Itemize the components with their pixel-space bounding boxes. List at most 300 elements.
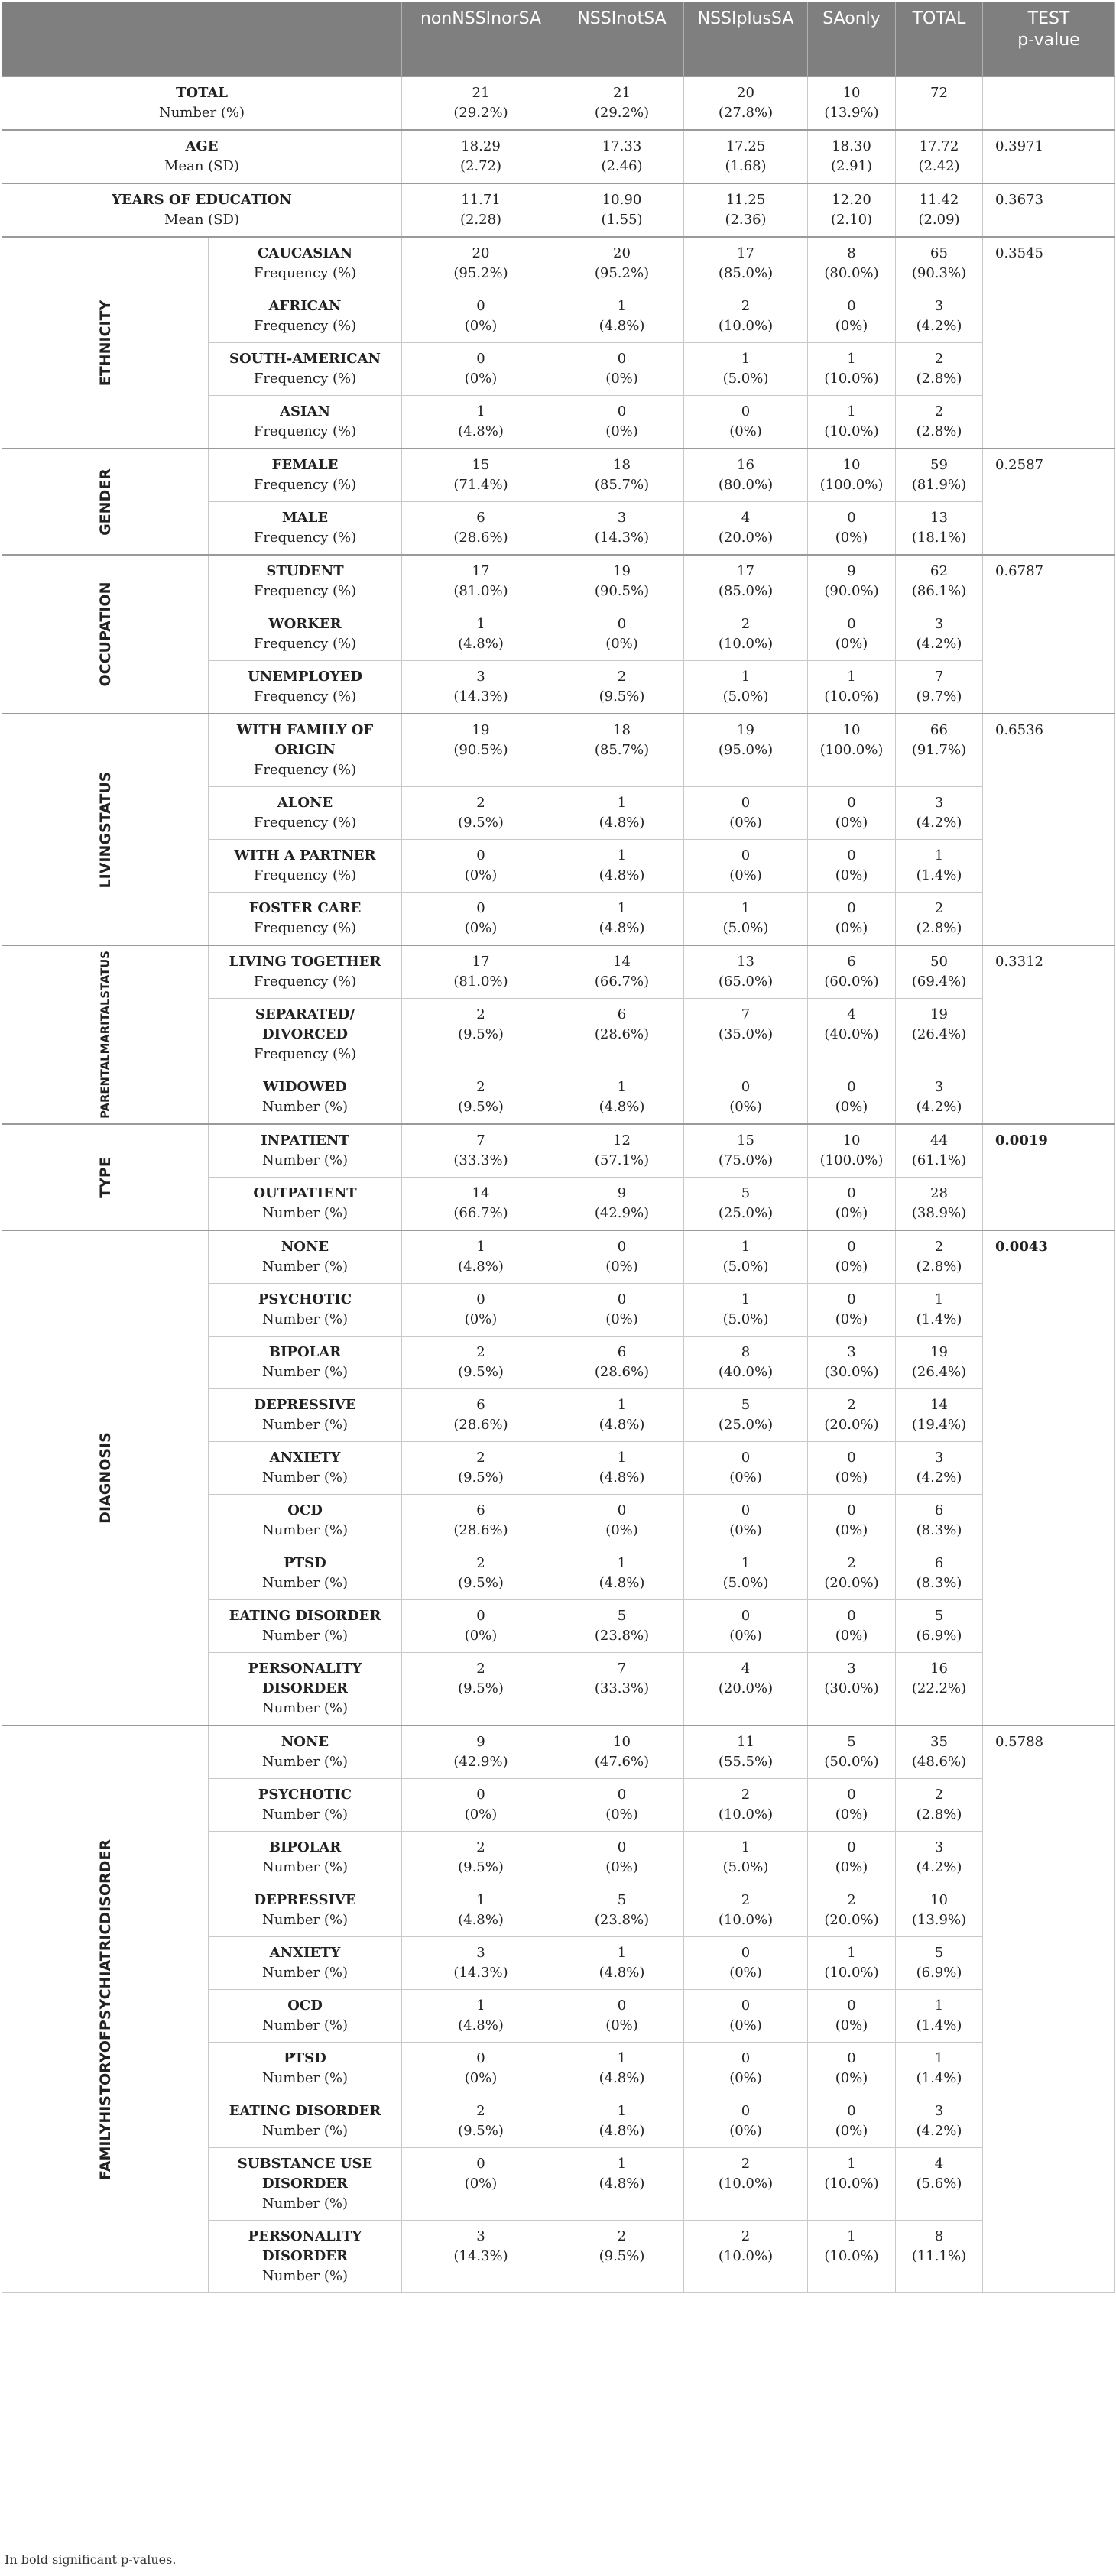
cell-value: 9	[847, 563, 856, 579]
cell-value: 59	[930, 457, 948, 473]
cell-percent: (0%)	[464, 2070, 498, 2086]
cell-percent: (4.8%)	[458, 2017, 504, 2033]
value-cell	[808, 1937, 896, 1990]
cell-percent: (86.1%)	[911, 583, 967, 599]
value-cell	[560, 76, 684, 130]
value-cell	[402, 1884, 560, 1937]
cell-value: 0	[476, 2050, 485, 2066]
value-cell	[560, 1124, 684, 1178]
cell-percent: (2.28)	[459, 212, 502, 228]
row-label-cell	[209, 1937, 402, 1990]
value-cell	[808, 130, 896, 183]
header-blank	[2, 2, 402, 77]
value-cell	[402, 1178, 560, 1231]
value-cell	[896, 237, 983, 290]
cell-value: 1	[476, 403, 485, 420]
cell-percent: (4.2%)	[916, 318, 962, 334]
row-stat-label: Number (%)	[261, 2070, 349, 2086]
row-label: ALONE	[277, 795, 333, 811]
value-cell	[896, 1600, 983, 1653]
cell-percent: (0%)	[605, 1859, 638, 1875]
cell-percent: (9.5%)	[599, 2248, 645, 2264]
cell-percent: (71.4%)	[453, 477, 508, 493]
cell-value: 3	[934, 1839, 944, 1855]
row-stat-label: Frequency (%)	[253, 583, 357, 599]
cell-percent: (81.0%)	[453, 583, 508, 599]
cell-value: 1	[476, 1998, 485, 2014]
cell-percent: (9.5%)	[458, 1680, 504, 1696]
cell-percent: (0%)	[464, 318, 498, 334]
cell-percent: (0%)	[464, 920, 498, 936]
row-label-cell	[209, 1653, 402, 1726]
row-label: DEPRESSIVE	[254, 1397, 356, 1413]
cell-percent: (2.46)	[601, 158, 643, 174]
cell-percent: (0%)	[605, 2017, 638, 2033]
cell-value: 1	[617, 1945, 627, 1961]
cell-percent: (20.0%)	[718, 1680, 774, 1696]
cell-percent: (0%)	[835, 815, 868, 831]
group-label: DIAGNOSIS	[96, 1432, 114, 1524]
cell-value: 1	[934, 2050, 944, 2066]
group-label: GENDER	[96, 468, 114, 536]
value-cell	[402, 893, 560, 946]
cell-value: 0	[617, 1787, 627, 1803]
row-label-cell	[209, 1230, 402, 1284]
value-cell	[808, 1884, 896, 1937]
value-cell	[808, 999, 896, 1071]
value-cell	[896, 555, 983, 608]
value-cell	[560, 893, 684, 946]
value-cell	[896, 1124, 983, 1178]
cell-percent: (0%)	[729, 867, 762, 883]
cell-value: 1	[934, 1291, 944, 1307]
cell-value: 13	[930, 510, 948, 526]
cell-percent: (50.0%)	[824, 1754, 879, 1770]
row-label: TOTAL	[175, 85, 229, 101]
cell-percent: (75.0%)	[718, 1152, 774, 1168]
table-header	[2, 2, 1115, 77]
value-cell	[560, 1832, 684, 1884]
cell-percent: (9.5%)	[458, 1469, 504, 1486]
value-cell	[402, 2148, 560, 2221]
cell-value: 15	[737, 1132, 754, 1149]
pvalue-cell: 0.3312	[983, 945, 1115, 1124]
cell-value: 0	[847, 1239, 856, 1255]
value-cell	[560, 1600, 684, 1653]
cell-percent: (1.68)	[725, 158, 767, 174]
value-cell	[684, 130, 808, 183]
row-stat-label: Number (%)	[261, 1575, 349, 1591]
cell-value: 0	[847, 1079, 856, 1095]
cell-percent: (2.36)	[725, 212, 767, 228]
cell-percent: (90.5%)	[453, 742, 508, 758]
value-cell	[402, 608, 560, 661]
cell-percent: (1.4%)	[916, 2017, 962, 2033]
cell-percent: (90.0%)	[824, 583, 879, 599]
value-cell	[560, 1937, 684, 1990]
cell-percent: (95.0%)	[718, 742, 774, 758]
value-cell	[896, 183, 983, 237]
value-cell	[808, 1071, 896, 1125]
cell-value: 0	[847, 1291, 856, 1307]
cell-percent: (0%)	[729, 2123, 762, 2139]
value-cell	[402, 1990, 560, 2043]
cell-percent: (5.0%)	[722, 371, 769, 387]
cell-percent: (61.1%)	[911, 1152, 967, 1168]
cell-value: 0	[617, 1502, 627, 1518]
cell-percent: (1.4%)	[916, 867, 962, 883]
cell-value: 0	[476, 1608, 485, 1624]
cell-percent: (0%)	[835, 1806, 868, 1823]
value-cell	[896, 2148, 983, 2221]
cell-percent: (42.9%)	[453, 1754, 508, 1770]
cell-percent: (2.8%)	[916, 920, 962, 936]
header-saonly: SAonly	[808, 2, 896, 77]
row-stat-label: Number (%)	[261, 1311, 349, 1327]
row-stat-label: Frequency (%)	[253, 477, 357, 493]
pvalue-cell: 0.3971	[983, 130, 1115, 183]
cell-percent: (0%)	[605, 636, 638, 652]
cell-value: 16	[930, 1661, 948, 1677]
cell-value: 17	[737, 245, 754, 261]
cell-value: 2	[476, 2103, 485, 2119]
value-cell	[808, 1389, 896, 1442]
value-cell	[402, 502, 560, 556]
value-cell	[560, 237, 684, 290]
row-label-cell	[209, 1832, 402, 1884]
cell-percent: (0%)	[835, 1311, 868, 1327]
value-cell	[560, 787, 684, 840]
cell-value: 11	[737, 1734, 754, 1750]
cell-percent: (0%)	[835, 318, 868, 334]
pvalue-cell: 0.0043	[983, 1230, 1115, 1725]
cell-value: 16	[737, 457, 754, 473]
value-cell	[808, 1442, 896, 1495]
cell-value: 10	[930, 1892, 948, 1908]
cell-percent: (2.72)	[459, 158, 502, 174]
value-cell	[560, 2095, 684, 2148]
value-cell	[684, 945, 808, 999]
row-label-cell	[209, 2043, 402, 2095]
row-label: NONE	[281, 1734, 329, 1750]
value-cell	[684, 2043, 808, 2095]
cell-percent: (0%)	[729, 1522, 762, 1538]
cell-value: 10	[842, 457, 861, 473]
cell-percent: (0%)	[835, 867, 868, 883]
cell-percent: (0%)	[605, 371, 638, 387]
cell-value: 0	[476, 351, 485, 367]
value-cell	[560, 1389, 684, 1442]
value-cell	[560, 661, 684, 714]
cell-percent: (6.9%)	[916, 1628, 962, 1644]
cell-percent: (4.8%)	[599, 1099, 645, 1115]
value-cell	[402, 449, 560, 502]
group-label-cell	[2, 449, 209, 555]
value-cell	[684, 183, 808, 237]
row-label-cell	[209, 1442, 402, 1495]
cell-value: 11.42	[919, 192, 959, 208]
row-label: WITH FAMILY OF ORIGIN	[236, 722, 374, 758]
cell-percent: (4.2%)	[916, 1859, 962, 1875]
cell-value: 0	[847, 616, 856, 632]
cell-percent: (95.2%)	[453, 265, 508, 281]
cell-percent: (4.2%)	[916, 815, 962, 831]
pvalue-cell: 0.6536	[983, 714, 1115, 945]
row-label-cell	[2, 130, 402, 183]
cell-value: 0	[847, 2050, 856, 2066]
cell-value: 0	[476, 298, 485, 314]
value-cell	[896, 1337, 983, 1389]
cell-percent: (20.0%)	[718, 530, 774, 546]
cell-value: 2	[476, 1006, 485, 1022]
cell-value: 3	[476, 1945, 485, 1961]
cell-value: 18.30	[832, 138, 871, 154]
row-label: ANXIETY	[269, 1945, 341, 1961]
cell-value: 2	[741, 1892, 751, 1908]
row-label-cell	[209, 1495, 402, 1547]
row-stat-label: Frequency (%)	[253, 265, 357, 281]
row-stat-label: Number (%)	[261, 1754, 349, 1770]
cell-value: 0	[847, 795, 856, 811]
value-cell	[684, 449, 808, 502]
value-cell	[684, 1725, 808, 1779]
row-label-cell	[209, 661, 402, 714]
cell-value: 14	[613, 954, 631, 970]
cell-percent: (35.0%)	[718, 1026, 774, 1042]
cell-value: 20	[737, 85, 754, 101]
row-label-cell	[209, 290, 402, 343]
cell-value: 19	[472, 722, 490, 738]
table-row	[2, 183, 1115, 237]
cell-percent: (80.0%)	[718, 477, 774, 493]
cell-value: 3	[617, 510, 627, 526]
value-cell	[896, 1230, 983, 1284]
table-body	[2, 76, 1115, 2293]
row-stat-label: Number (%)	[261, 1364, 349, 1380]
cell-value: 0	[741, 1079, 751, 1095]
value-cell	[684, 343, 808, 396]
cell-percent: (0%)	[835, 2070, 868, 2086]
value-cell	[402, 1779, 560, 1832]
value-cell	[896, 608, 983, 661]
row-stat-label: Number (%)	[261, 1522, 349, 1538]
value-cell	[808, 1990, 896, 2043]
cell-value: 2	[476, 1450, 485, 1466]
value-cell	[896, 1547, 983, 1600]
cell-percent: (4.2%)	[916, 1099, 962, 1115]
value-cell	[402, 343, 560, 396]
cell-value: 14	[930, 1397, 948, 1413]
cell-percent: (33.3%)	[453, 1152, 508, 1168]
row-stat-label: Frequency (%)	[253, 1046, 357, 1062]
group-label: OCCUPATION	[96, 582, 114, 687]
cell-percent: (5.0%)	[722, 1575, 769, 1591]
row-stat-label: Frequency (%)	[253, 423, 357, 439]
cell-percent: (20.0%)	[824, 1575, 879, 1591]
cell-value: 0	[476, 900, 485, 916]
cell-percent: (10.0%)	[718, 1912, 774, 1928]
row-label: FEMALE	[271, 457, 339, 473]
header-pvalue-line: p-value	[1017, 31, 1080, 50]
cell-percent: (26.4%)	[911, 1026, 967, 1042]
row-label-cell	[209, 1990, 402, 2043]
row-stat-label: Number (%)	[261, 1700, 349, 1716]
value-cell	[808, 290, 896, 343]
table-row	[2, 714, 1115, 787]
cell-value: 0	[741, 1502, 751, 1518]
cell-percent: (10.0%)	[824, 689, 879, 705]
cell-percent: (25.0%)	[718, 1417, 774, 1433]
cell-value: 2	[476, 1839, 485, 1855]
row-label: SUBSTANCE USE DISORDER	[237, 2156, 373, 2192]
header-total: TOTAL	[896, 2, 983, 77]
cell-value: 0	[617, 616, 627, 632]
row-label-cell	[209, 1178, 402, 1231]
cell-value: 0	[847, 1608, 856, 1624]
cell-value: 17	[472, 563, 490, 579]
value-cell	[684, 999, 808, 1071]
cell-percent: (85.7%)	[594, 742, 650, 758]
group-label-cell	[2, 1124, 209, 1230]
value-cell	[402, 945, 560, 999]
value-cell	[560, 1230, 684, 1284]
cell-percent: (0%)	[729, 2017, 762, 2033]
cell-value: 0	[847, 1998, 856, 2014]
value-cell	[560, 945, 684, 999]
cell-percent: (9.5%)	[458, 1575, 504, 1591]
cell-value: 17	[737, 563, 754, 579]
cell-percent: (0%)	[729, 1469, 762, 1486]
cell-percent: (2.8%)	[916, 423, 962, 439]
cell-value: 6	[476, 1397, 485, 1413]
value-cell	[402, 1937, 560, 1990]
row-label-cell	[209, 608, 402, 661]
cell-percent: (27.8%)	[718, 105, 774, 121]
row-label-cell	[209, 945, 402, 999]
cell-value: 0	[741, 2050, 751, 2066]
cell-value: 2	[476, 1344, 485, 1360]
value-cell	[402, 2221, 560, 2293]
value-cell	[402, 1495, 560, 1547]
row-label-cell	[209, 2221, 402, 2293]
cell-percent: (85.7%)	[594, 477, 650, 493]
cell-percent: (9.7%)	[916, 689, 962, 705]
value-cell	[402, 1071, 560, 1125]
cell-value: 7	[741, 1006, 751, 1022]
cell-value: 1	[617, 1079, 627, 1095]
cell-percent: (4.8%)	[458, 636, 504, 652]
row-label: WIDOWED	[263, 1079, 347, 1095]
cell-value: 5	[934, 1608, 944, 1624]
cell-value: 2	[476, 1555, 485, 1571]
row-label-cell	[209, 1884, 402, 1937]
cell-percent: (1.55)	[601, 212, 643, 228]
cell-value: 4	[741, 1661, 751, 1677]
cell-percent: (9.5%)	[458, 1859, 504, 1875]
row-label: MALE	[281, 510, 329, 526]
cell-value: 1	[847, 669, 856, 685]
cell-value: 2	[617, 669, 627, 685]
cell-percent: (10.0%)	[718, 2176, 774, 2192]
cell-value: 1	[741, 1839, 751, 1855]
cell-value: 65	[930, 245, 948, 261]
cell-percent: (100.0%)	[819, 742, 884, 758]
cell-percent: (100.0%)	[819, 1152, 884, 1168]
row-label-cell	[2, 76, 402, 130]
cell-percent: (29.2%)	[594, 105, 650, 121]
value-cell	[808, 1337, 896, 1389]
value-cell	[808, 945, 896, 999]
value-cell	[808, 1495, 896, 1547]
cell-value: 0	[617, 403, 627, 420]
cell-value: 28	[930, 1185, 948, 1201]
cell-value: 5	[741, 1397, 751, 1413]
value-cell	[896, 502, 983, 556]
value-cell	[684, 1495, 808, 1547]
cell-percent: (0%)	[835, 1469, 868, 1486]
cell-value: 1	[741, 900, 751, 916]
value-cell	[896, 130, 983, 183]
cell-value: 2	[847, 1555, 856, 1571]
cell-percent: (28.6%)	[594, 1364, 650, 1380]
cell-value: 3	[476, 669, 485, 685]
value-cell	[402, 999, 560, 1071]
pvalue-cell: 0.6787	[983, 555, 1115, 714]
value-cell	[684, 1230, 808, 1284]
cell-value: 50	[930, 954, 948, 970]
value-cell	[684, 1178, 808, 1231]
cell-value: 2	[934, 1787, 944, 1803]
cell-value: 1	[847, 1945, 856, 1961]
cell-percent: (0%)	[464, 371, 498, 387]
cell-percent: (4.8%)	[599, 815, 645, 831]
cell-value: 6	[934, 1502, 944, 1518]
value-cell	[808, 237, 896, 290]
cell-percent: (60.0%)	[824, 974, 879, 990]
value-cell	[402, 1547, 560, 1600]
value-cell	[560, 1884, 684, 1937]
cell-percent: (8.3%)	[916, 1522, 962, 1538]
cell-value: 11.71	[461, 192, 501, 208]
row-stat-label: Number (%)	[261, 1417, 349, 1433]
row-stat-label: Frequency (%)	[253, 371, 357, 387]
value-cell	[560, 1779, 684, 1832]
cell-value: 12.20	[832, 192, 871, 208]
cell-value: 1	[847, 2156, 856, 2172]
value-cell	[402, 1653, 560, 1726]
row-stat-label: Frequency (%)	[253, 815, 357, 831]
cell-percent: (0%)	[835, 1205, 868, 1221]
cell-value: 20	[613, 245, 631, 261]
cell-percent: (4.8%)	[458, 1259, 504, 1275]
cell-percent: (0%)	[729, 1099, 762, 1115]
cell-percent: (2.8%)	[916, 371, 962, 387]
cell-value: 5	[847, 1734, 856, 1750]
cell-value: 1	[741, 1291, 751, 1307]
cell-percent: (28.6%)	[594, 1026, 650, 1042]
cell-percent: (28.6%)	[453, 530, 508, 546]
cell-percent: (9.5%)	[599, 689, 645, 705]
cell-value: 3	[934, 298, 944, 314]
cell-percent: (91.7%)	[911, 742, 967, 758]
header-test-pvalue	[983, 2, 1115, 77]
cell-value: 2	[476, 1661, 485, 1677]
cell-percent: (5.0%)	[722, 689, 769, 705]
value-cell	[684, 237, 808, 290]
cell-value: 0	[847, 847, 856, 864]
cell-percent: (90.3%)	[911, 265, 967, 281]
group-label-cell	[2, 1725, 209, 2293]
